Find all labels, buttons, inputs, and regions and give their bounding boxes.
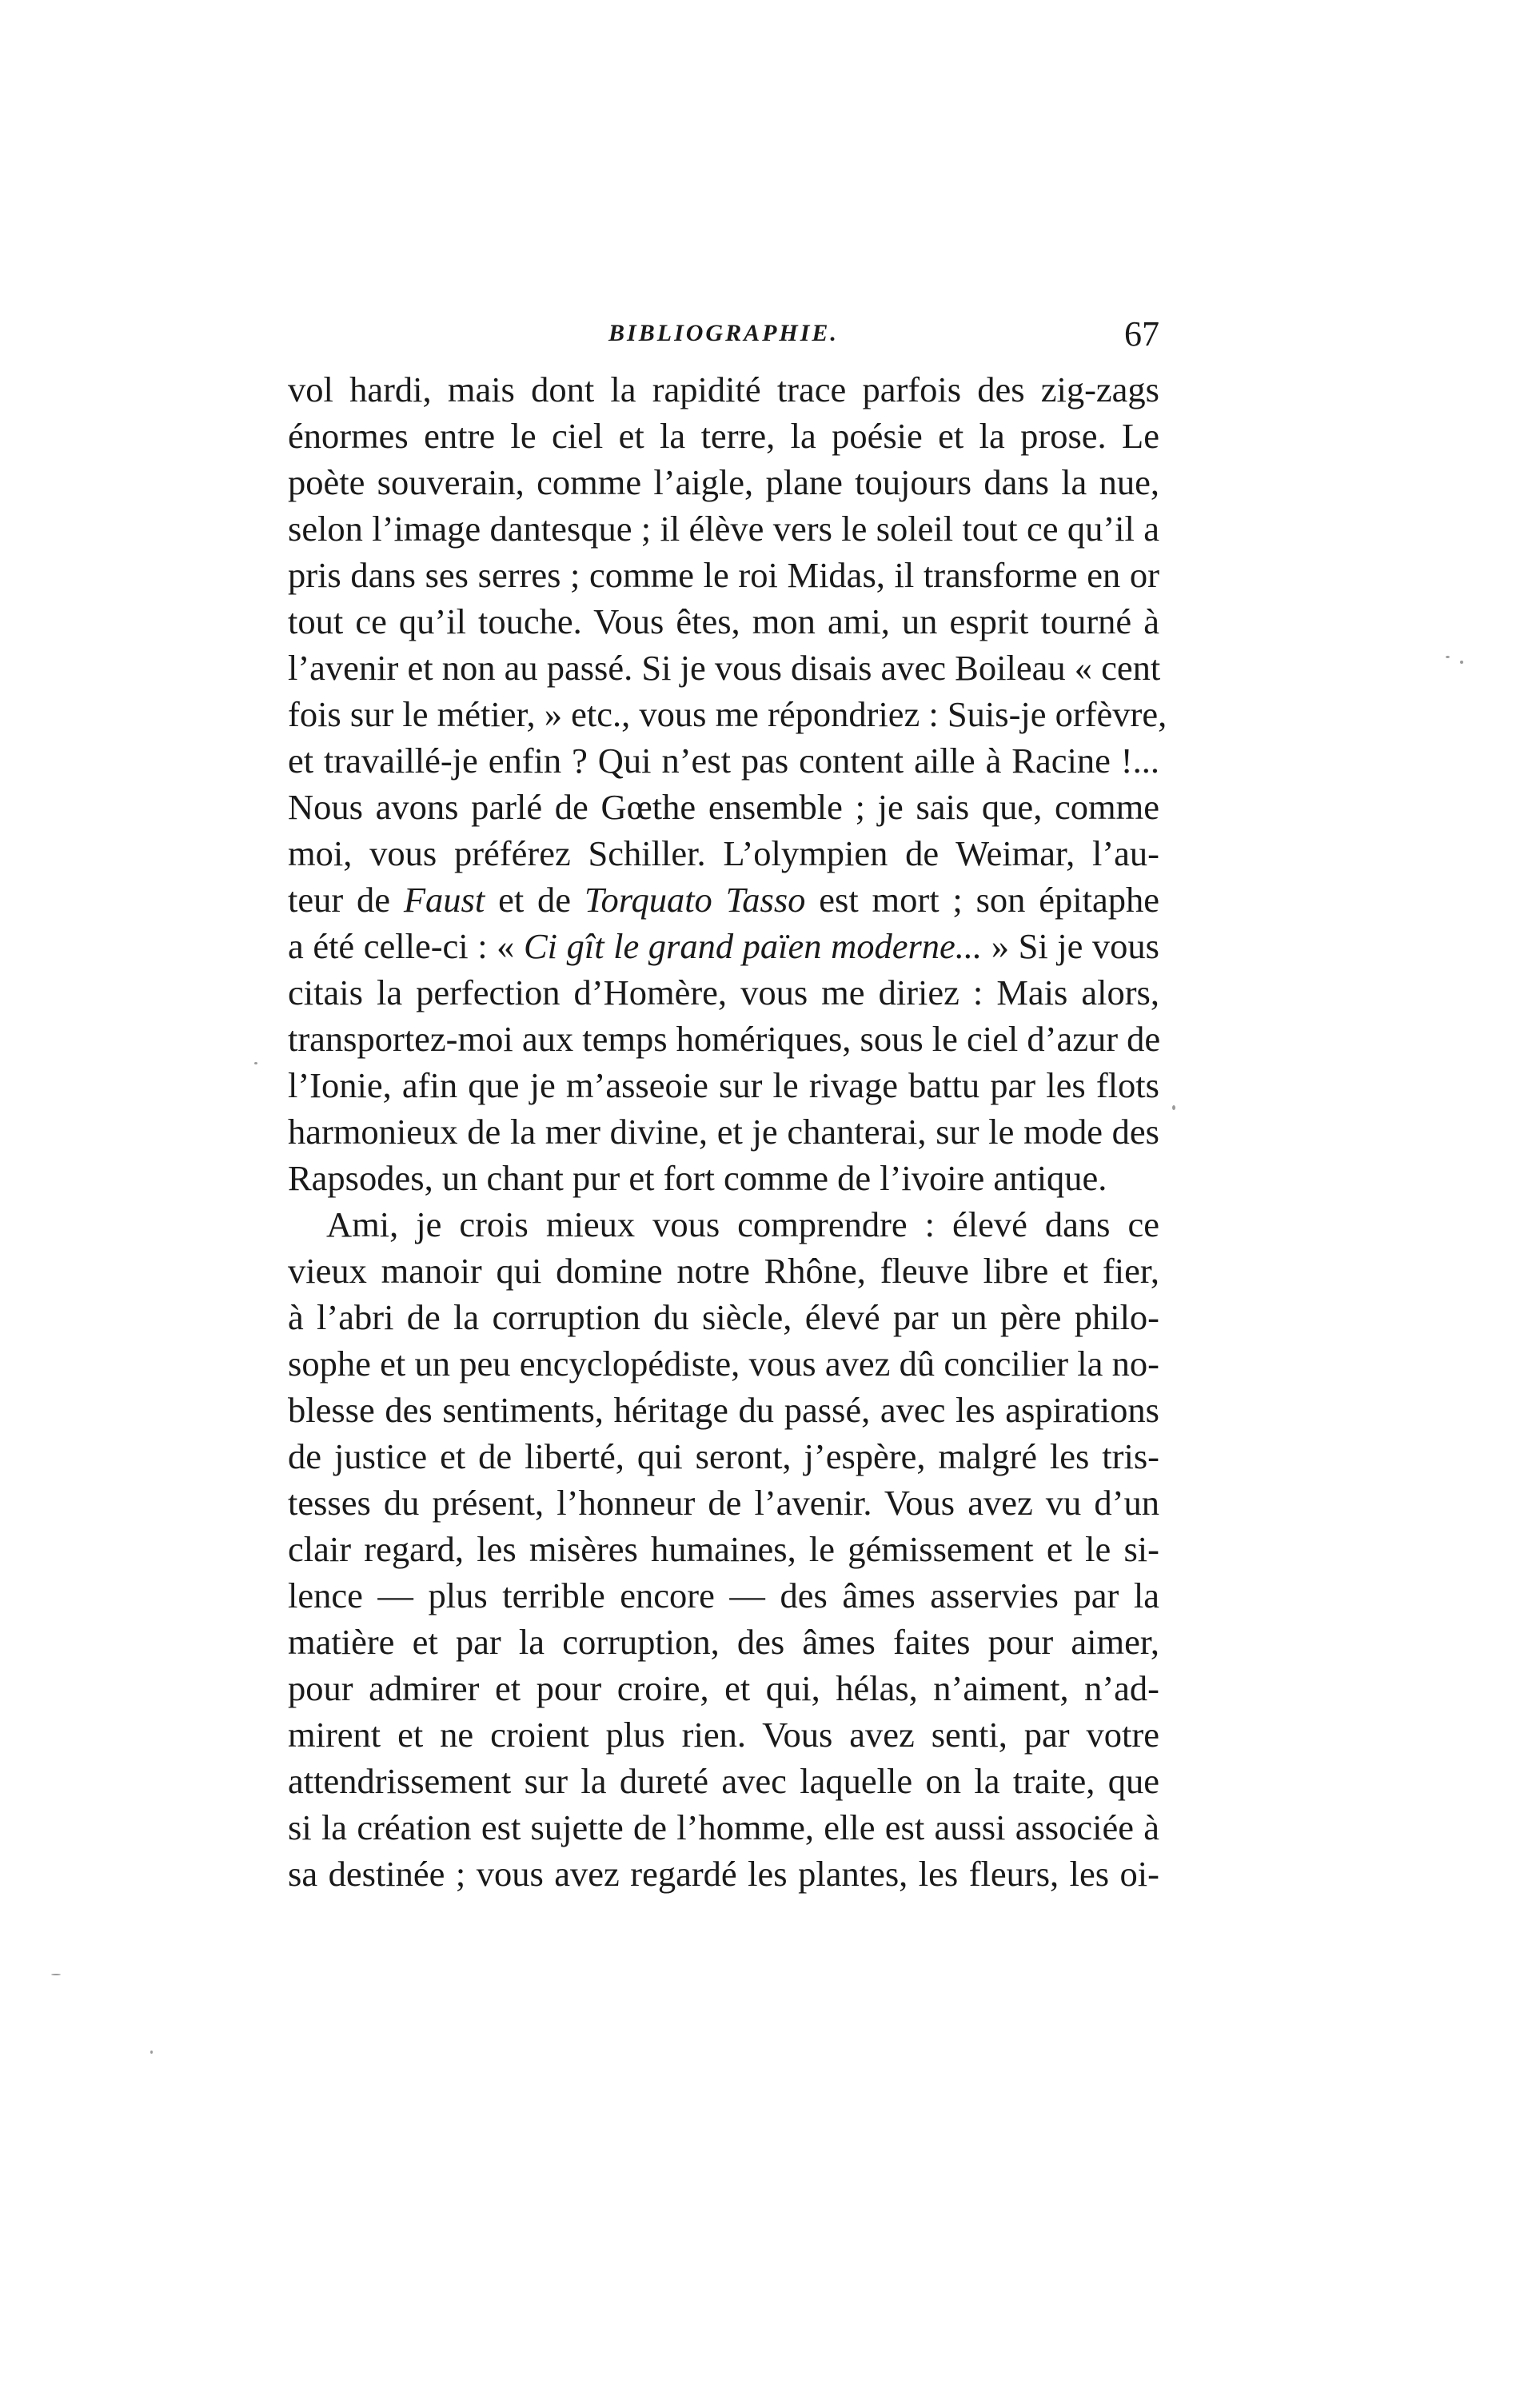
text-line: clair regard, les misères humaines, le gémissement et le si- — [288, 1529, 1159, 1569]
scan-speck — [51, 1974, 61, 1975]
text-run: » Si je vous — [982, 926, 1159, 966]
text-line: citais la perfection d’Homère, vous me diriez : Mais alors, — [288, 972, 1159, 1012]
text-run: a été celle-ci : « — [288, 926, 524, 966]
text-line: transportez-moi aux temps homériques, sous le ciel d’azur de — [288, 1019, 1161, 1059]
italic-text: Torquato Tasso — [584, 880, 806, 920]
text-run: est mort ; son épitaphe — [805, 880, 1159, 920]
text-line: Nous avons parlé de Gœthe ensemble ; je sais que, comme — [288, 787, 1159, 827]
body-text — [288, 366, 1167, 1897]
text-line: matière et par la corruption, des âmes faites pour aimer, — [288, 1622, 1159, 1662]
italic-text: Ci gît le grand païen moderne... — [523, 926, 983, 966]
scan-speck — [1460, 661, 1463, 664]
text-line: et travaillé-je enfin ? Qui n’est pas content aille à Racine !... — [288, 741, 1159, 781]
text-line: selon l’image dantesque ; il élève vers le soleil tout ce qu’il a — [288, 509, 1159, 549]
text-line: de justice et de liberté, qui seront, j’espère, malgré les tris- — [288, 1436, 1159, 1476]
text-line: sophe et un peu encyclopédiste, vous avez dû concilier la no- — [288, 1344, 1159, 1384]
text-line: poète souverain, comme l’aigle, plane toujours dans la nue, — [288, 462, 1159, 502]
text-run: et de — [485, 880, 584, 920]
text-line: énormes entre le ciel et la terre, la poésie et la prose. Le — [288, 416, 1159, 456]
text-line: moi, vous préférez Schiller. L’olympien de Weimar, l’au- — [288, 833, 1159, 873]
text-line: mirent et ne croient plus rien. Vous avez senti, par votre — [288, 1715, 1159, 1755]
text-line: lence — plus terrible encore — des âmes asservies par la — [288, 1575, 1159, 1615]
text-line: vieux manoir qui domine notre Rhône, fleuve libre et fier, — [288, 1251, 1159, 1291]
text-line — [288, 877, 1159, 923]
text-line: tout ce qu’il touche. Vous êtes, mon ami, un esprit tourné à — [288, 601, 1159, 641]
text-line: l’avenir et non au passé. Si je vous disais avec Boileau « cent — [288, 648, 1161, 688]
text-line: pour admirer et pour croire, et qui, hélas, n’aiment, n’ad- — [288, 1668, 1159, 1708]
italic-text: Faust — [403, 880, 485, 920]
text-line: fois sur le métier, » etc., vous me répondriez : Suis-je orfèvre, — [288, 694, 1167, 734]
text-line: vol hardi, mais dont la rapidité trace parfois des zig-zags — [288, 369, 1159, 409]
text-line: sa destinée ; vous avez regardé les plantes, les fleurs, les oi- — [288, 1854, 1159, 1894]
text-run: teur de — [288, 880, 404, 920]
text-line: Rapsodes, un chant pur et fort comme de l’ivoire antique. — [288, 1158, 1107, 1198]
scan-speck — [254, 1062, 257, 1064]
text-line: Ami, je crois mieux vous comprendre : élevé dans ce — [326, 1204, 1159, 1244]
text-line: si la création est sujette de l’homme, elle est aussi associée à — [288, 1807, 1159, 1847]
text-line: tesses du présent, l’honneur de l’avenir. Vous avez vu d’un — [288, 1483, 1159, 1523]
scan-speck — [1172, 1105, 1175, 1110]
text-line: l’Ionie, afin que je m’asseoie sur le rivage battu par les flots — [288, 1065, 1159, 1105]
scan-speck — [1446, 656, 1450, 658]
page-number: 67 — [1124, 314, 1159, 353]
running-head — [288, 313, 1159, 361]
text-line: harmonieux de la mer divine, et je chanterai, sur le mode des — [288, 1112, 1159, 1152]
scan-speck — [150, 2051, 153, 2054]
text-line: blesse des sentiments, héritage du passé, avec les aspirations — [288, 1390, 1159, 1430]
running-title: BIBLIOGRAPHIE. — [608, 320, 839, 346]
text-line: à l’abri de la corruption du siècle, élevé par un père philo- — [288, 1297, 1159, 1337]
text-line: attendrissement sur la dureté avec laquelle on la traite, que — [288, 1761, 1159, 1801]
text-line — [288, 923, 1159, 969]
text-line: pris dans ses serres ; comme le roi Midas, il transforme en or — [288, 555, 1159, 595]
